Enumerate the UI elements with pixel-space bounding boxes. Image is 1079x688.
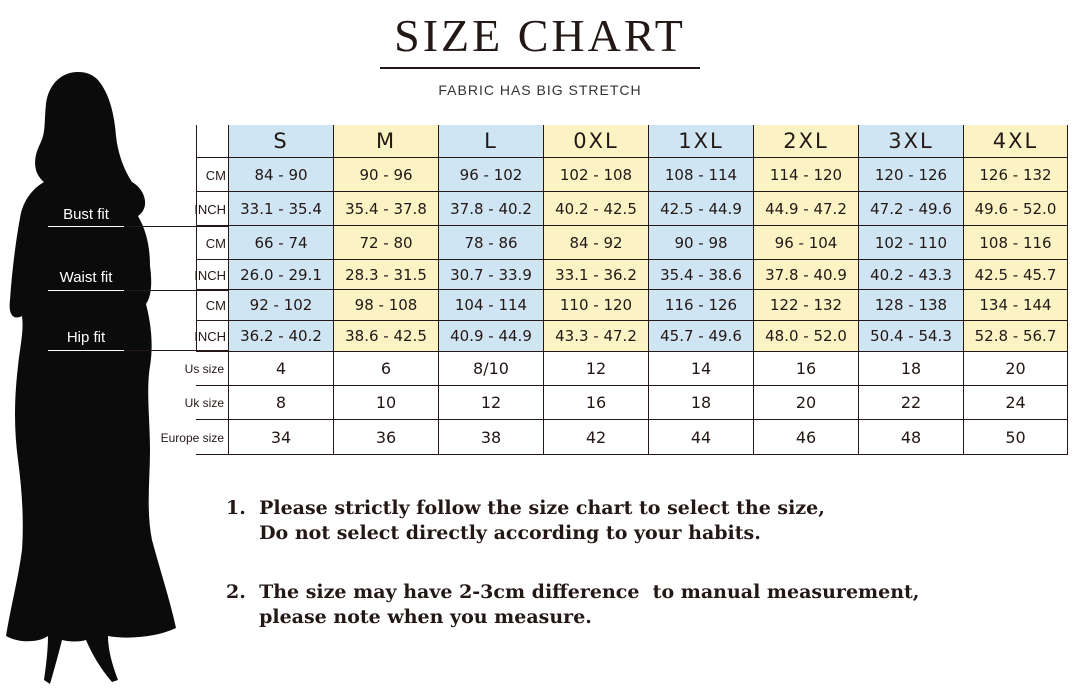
table-cell: 34 [229,420,334,455]
table-cell: 122 - 132 [754,290,859,321]
hip-fit-rule [48,350,124,351]
row-label-cell [196,192,229,226]
table-cell: 50.4 - 54.3 [859,321,964,352]
note-2: 2. The size may have 2-3cm difference to manual measurement, please note when you measure. [226,581,920,628]
header-corner-cell [196,125,229,158]
row-label: CM [205,167,226,183]
table-cell: 40.2 - 43.3 [859,260,964,290]
table-cell: 16 [544,386,649,420]
row-label-cell [196,321,229,352]
note-1: 1. Please strictly follow the size chart to select the size, Do not select directly according to your habits. [226,497,825,544]
table-cell: 102 - 110 [859,226,964,260]
table-cell: 49.6 - 52.0 [964,192,1068,226]
table-cell: 8 [229,386,334,420]
row-label-cell [196,260,229,290]
table-cell: 128 - 138 [859,290,964,321]
table-cell: 45.7 - 49.6 [649,321,754,352]
bust-fit-label: Bust fit [63,206,109,223]
table-cell: 46 [754,420,859,455]
table-cell: 16 [754,352,859,386]
bust-fit-rule [48,226,124,227]
row-label-cell [196,352,229,386]
row-label: Us size [184,362,224,376]
row-label-cell [196,226,229,260]
table-cell: 37.8 - 40.2 [439,192,544,226]
table-cell: 33.1 - 35.4 [229,192,334,226]
row-label: Europe size [160,430,224,445]
table-cell: 104 - 114 [439,290,544,321]
table-cell: 42.5 - 45.7 [964,260,1068,290]
table-cell: 6 [334,352,439,386]
row-label-cell [196,386,229,420]
table-cell: 96 - 104 [754,226,859,260]
size-header-2xl: 2XL [754,125,859,158]
size-header-l: L [439,125,544,158]
table-cell: 42 [544,420,649,455]
table-cell: 44.9 - 47.2 [754,192,859,226]
table-cell: 44 [649,420,754,455]
waist-fit-rule [48,290,124,291]
page-title: SIZE CHART [394,10,686,61]
table-cell: 116 - 126 [649,290,754,321]
table-cell: 90 - 96 [334,158,439,192]
table-cell: 102 - 108 [544,158,649,192]
table-cell: 36 [334,420,439,455]
table-cell: 4 [229,352,334,386]
row-label-cell [196,158,229,192]
table-cell: 108 - 114 [649,158,754,192]
table-cell: 52.8 - 56.7 [964,321,1068,352]
table-cell: 14 [649,352,754,386]
table-cell: 134 - 144 [964,290,1068,321]
table-cell: 38.6 - 42.5 [334,321,439,352]
size-header-1xl: 1XL [649,125,754,158]
table-cell: 18 [649,386,754,420]
size-header-0xl: 0XL [544,125,649,158]
table-cell: 47.2 - 49.6 [859,192,964,226]
row-label: Uk size [184,396,224,410]
table-cell: 72 - 80 [334,226,439,260]
size-header-4xl: 4XL [964,125,1068,158]
table-cell: 30.7 - 33.9 [439,260,544,290]
table-cell: 12 [544,352,649,386]
table-cell: 84 - 90 [229,158,334,192]
table-cell: 50 [964,420,1068,455]
table-cell: 22 [859,386,964,420]
row-label: INCH [194,267,226,283]
table-cell: 40.9 - 44.9 [439,321,544,352]
table-cell: 20 [754,386,859,420]
table-cell: 120 - 126 [859,158,964,192]
table-cell: 18 [859,352,964,386]
table-cell: 110 - 120 [544,290,649,321]
table-cell: 28.3 - 31.5 [334,260,439,290]
row-label: CM [205,298,226,313]
size-header-3xl: 3XL [859,125,964,158]
table-cell: 38 [439,420,544,455]
table-cell: 126 - 132 [964,158,1068,192]
table-cell: 10 [334,386,439,420]
row-label: INCH [194,329,226,344]
size-header-m: M [334,125,439,158]
table-cell: 42.5 - 44.9 [649,192,754,226]
table-cell: 43.3 - 47.2 [544,321,649,352]
size-header-s: S [229,125,334,158]
row-label: CM [205,235,226,251]
table-cell: 92 - 102 [229,290,334,321]
row-label-cell [196,290,229,321]
table-cell: 26.0 - 29.1 [229,260,334,290]
row-label-cell [196,420,229,455]
table-cell: 90 - 98 [649,226,754,260]
waist-fit-label: Waist fit [59,269,113,286]
table-cell: 24 [964,386,1068,420]
table-cell: 66 - 74 [229,226,334,260]
table-cell: 35.4 - 37.8 [334,192,439,226]
table-cell: 37.8 - 40.9 [754,260,859,290]
table-cell: 35.4 - 38.6 [649,260,754,290]
table-cell: 40.2 - 42.5 [544,192,649,226]
table-cell: 20 [964,352,1068,386]
table-cell: 36.2 - 40.2 [229,321,334,352]
page-subtitle: FABRIC HAS BIG STRETCH [438,82,642,98]
table-cell: 98 - 108 [334,290,439,321]
table-cell: 78 - 86 [439,226,544,260]
table-cell: 48 [859,420,964,455]
hip-fit-label: Hip fit [66,329,106,346]
row-label: INCH [194,201,226,217]
table-cell: 12 [439,386,544,420]
table-cell: 84 - 92 [544,226,649,260]
table-cell: 108 - 116 [964,226,1068,260]
table-cell: 114 - 120 [754,158,859,192]
title-underline [380,67,700,69]
table-cell: 48.0 - 52.0 [754,321,859,352]
table-cell: 96 - 102 [439,158,544,192]
table-cell: 8/10 [439,352,544,386]
table-cell: 33.1 - 36.2 [544,260,649,290]
